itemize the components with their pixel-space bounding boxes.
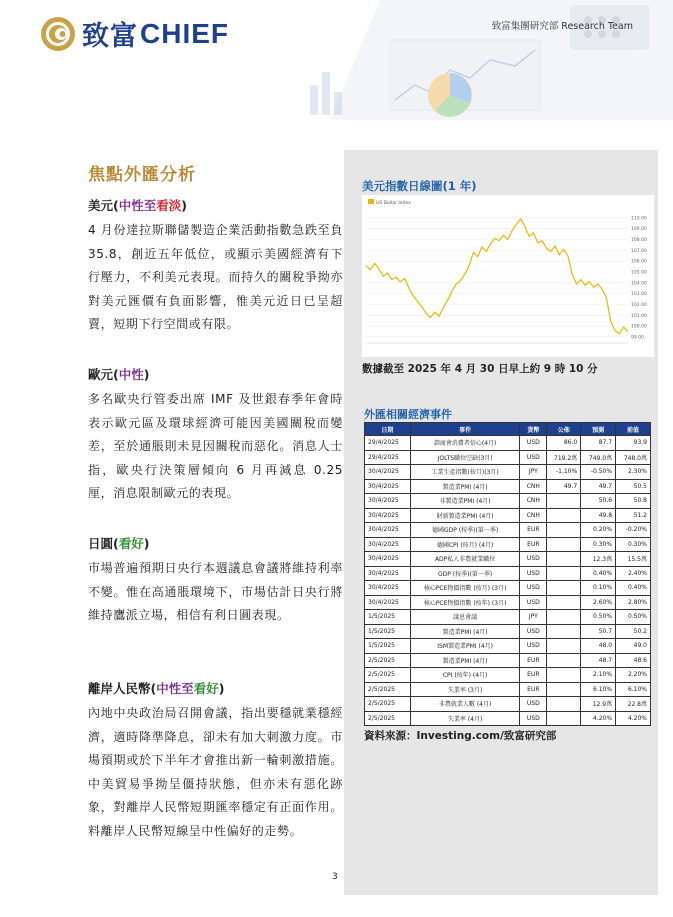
table-cell: 15.5萬 (616, 552, 651, 567)
col-header-currency: 貨幣 (520, 423, 547, 436)
chart-caption: 數據截至 2025 年 4 月 30 日早上約 9 時 10 分 (362, 363, 598, 375)
table-cell: 製造業PMI (4月) (410, 624, 520, 639)
table-cell: CNH (520, 494, 547, 509)
article-jpy (88, 534, 343, 628)
col-header-actual: 公佈 (547, 423, 581, 436)
y-tick-label: 105.00 (631, 270, 647, 276)
table-cell: USD (520, 697, 547, 712)
logo-text-chinese: 致富 (82, 21, 138, 52)
table-cell: -1.10% (547, 465, 581, 480)
view-bullish: 看好 (118, 536, 144, 551)
table-cell (547, 697, 581, 712)
dollar-index-chart-svg (362, 195, 654, 357)
table-cell: 2/5/2025 (365, 711, 411, 726)
table-cell: 50.8 (616, 494, 651, 509)
col-header-previous: 前值 (616, 423, 651, 436)
table-cell: 0.30% (581, 537, 616, 552)
y-tick-label: 110.00 (631, 216, 647, 222)
table-cell: 失業率 (4月) (410, 711, 520, 726)
source-note: 資料來源：Investing.com/致富研究部 (364, 730, 557, 742)
table-cell: JPY (520, 610, 547, 625)
table-cell: 議息會議 (410, 610, 520, 625)
table-cell (547, 610, 581, 625)
table-cell: 製造業PMI (4月) (410, 479, 520, 494)
table-cell: 6.10% (581, 682, 616, 697)
table-row (365, 711, 651, 726)
table-row (365, 624, 651, 639)
table-cell: 30/4/2025 (365, 508, 411, 523)
table-cell: 93.9 (616, 436, 651, 451)
article-cnh (88, 679, 343, 843)
table-cell: 核心PCE物價指數 (按年) (3月) (410, 595, 520, 610)
section-title: 焦點外匯分析 (88, 165, 196, 185)
col-header-forecast: 預測 (581, 423, 616, 436)
table-cell: 29/4/2025 (365, 450, 411, 465)
article-usd (88, 196, 343, 337)
table-cell: 49.7 (581, 479, 616, 494)
table-row (365, 465, 651, 480)
table-cell: USD (520, 552, 547, 567)
table-cell: 48.0 (581, 639, 616, 654)
table-row (365, 682, 651, 697)
y-tick-label: 102.00 (631, 303, 647, 308)
events-table-title: 外匯相關經濟事件 (364, 408, 452, 421)
right-panel (344, 150, 658, 895)
table-cell (547, 537, 581, 552)
table-cell: 748.0萬 (616, 450, 651, 465)
table-cell: USD (520, 711, 547, 726)
table-row (365, 552, 651, 567)
y-tick-label: 99.00 (631, 335, 644, 341)
table-cell: -0.50% (581, 465, 616, 480)
table-cell: 非農就業人數 (4月) (410, 697, 520, 712)
table-cell: 2.30% (616, 465, 651, 480)
article-heading: 離岸人民幣(中性至看好) (88, 681, 225, 696)
table-cell: GDP (按季)(第一季) (410, 566, 520, 581)
table-cell: 德國GDP (按季)(第一季) (410, 523, 520, 538)
y-tick-label: 100.00 (631, 324, 647, 330)
table-cell: 失業率 (3月) (410, 682, 520, 697)
table-cell: CPI (按年) (4月) (410, 668, 520, 683)
table-cell: 12.3萬 (581, 552, 616, 567)
table-cell: EUR (520, 537, 547, 552)
chief-logo-icon (40, 16, 76, 52)
table-cell: -0.20% (616, 523, 651, 538)
table-cell: 49.8 (581, 508, 616, 523)
table-cell: 核心PCE物價指數 (按月) (3月) (410, 581, 520, 596)
article-eur (88, 365, 343, 506)
table-cell: EUR (520, 523, 547, 538)
table-cell: 1/5/2025 (365, 624, 411, 639)
table-cell: 49.7 (547, 479, 581, 494)
table-row (365, 508, 651, 523)
article-body: 內地中央政治局召開會議，指出要穩就業穩經濟，適時降準降息，卻未有加大刺激力度。市場預期或於下半年才會推出新一輪刺激措施。中美貿易爭拗呈僵持狀態，但亦未有惡化跡象，對離岸人民幣短期匯率穩定有正面作用。料離岸人民幣短線呈中性偏好的走勢。 (88, 706, 343, 838)
table-cell: 22.8萬 (616, 697, 651, 712)
table-cell: 51.2 (616, 508, 651, 523)
table-cell: 30/4/2025 (365, 566, 411, 581)
table-cell: 749.0萬 (581, 450, 616, 465)
table-cell: CNH (520, 508, 547, 523)
table-row (365, 494, 651, 509)
table-cell: 製造業PMI (4月) (410, 653, 520, 668)
table-cell (547, 595, 581, 610)
table-row (365, 697, 651, 712)
table-cell (547, 711, 581, 726)
table-cell: 2/5/2025 (365, 653, 411, 668)
col-header-date: 日期 (365, 423, 411, 436)
table-cell: ADP私人非農就業職位 (410, 552, 520, 567)
table-cell: 30/4/2025 (365, 552, 411, 567)
table-row (365, 610, 651, 625)
table-cell: EUR (520, 653, 547, 668)
table-row (365, 436, 651, 451)
table-cell: EUR (520, 682, 547, 697)
table-cell: 30/4/2025 (365, 537, 411, 552)
legend-label: US Dollar Index (376, 201, 411, 206)
view-bullish: 看好 (193, 681, 219, 696)
table-row (365, 537, 651, 552)
table-cell: 86.0 (547, 436, 581, 451)
table-cell: 50.2 (616, 624, 651, 639)
chart-title: 美元指數日線圖(1 年) (362, 179, 477, 193)
y-tick-label: 107.00 (631, 248, 647, 254)
table-cell: USD (520, 450, 547, 465)
table-cell: 德國CPI (按月) (4月) (410, 537, 520, 552)
table-cell (547, 523, 581, 538)
table-cell: 719.2萬 (547, 450, 581, 465)
table-cell (547, 581, 581, 596)
table-cell: 12.9萬 (581, 697, 616, 712)
table-cell: USD (520, 595, 547, 610)
col-header-event: 事件 (410, 423, 520, 436)
table-row (365, 639, 651, 654)
article-body: 多名歐央行管委出席 IMF 及世銀春季年會時表示歐元區及環球經濟可能因美國關稅而變差，至於通脹則未見因關稅而惡化。消息人士指，歐央行決策層傾向 6 月再減息 0.25 厘，消息限制歐元的表現。 (88, 392, 343, 500)
table-cell: 1/5/2025 (365, 610, 411, 625)
y-tick-label: 101.00 (631, 313, 647, 319)
table-cell: 2/5/2025 (365, 682, 411, 697)
view-bearish: 看淡 (156, 198, 182, 213)
table-cell: 2.20% (616, 668, 651, 683)
page-number: 3 (332, 872, 338, 882)
table-cell: 0.50% (616, 610, 651, 625)
y-tick-label: 104.00 (631, 281, 647, 287)
table-cell: 財新製造業PMI (4月) (410, 508, 520, 523)
table-cell (547, 624, 581, 639)
table-row (365, 668, 651, 683)
table-cell: 30/4/2025 (365, 479, 411, 494)
table-cell: 30/4/2025 (365, 494, 411, 509)
table-cell: 30/4/2025 (365, 465, 411, 480)
table-cell: 1/5/2025 (365, 639, 411, 654)
table-cell: 0.40% (616, 581, 651, 596)
table-cell: 非製造業PMI (4月) (410, 494, 520, 509)
table-cell (547, 552, 581, 567)
article-heading: 歐元(中性) (88, 367, 150, 382)
table-cell: 50.7 (581, 624, 616, 639)
table-cell: CNH (520, 479, 547, 494)
table-cell: ISM製造業PMI (4月) (410, 639, 520, 654)
table-cell (547, 566, 581, 581)
table-cell: JOLTS職位空缺(3月) (410, 450, 520, 465)
view-neutral: 中性 (156, 681, 182, 696)
article-body: 市場普遍預期日央行本週議息會議將維持利率不變。惟在高通脹環境下，市場估計日央行將維持鷹派立場，相信有利日圓表現。 (88, 561, 343, 622)
table-cell: USD (520, 566, 547, 581)
table-cell (547, 639, 581, 654)
table-cell (547, 508, 581, 523)
y-tick-label: 103.00 (631, 292, 647, 298)
table-cell: 2.60% (581, 595, 616, 610)
y-tick-label: 108.00 (631, 238, 647, 243)
table-cell: 2/5/2025 (365, 668, 411, 683)
article-heading: 日圓(看好) (88, 536, 150, 551)
table-cell: EUR (520, 668, 547, 683)
table-row (365, 450, 651, 465)
table-cell: 0.30% (616, 537, 651, 552)
table-cell (547, 653, 581, 668)
table-cell: 6.10% (616, 682, 651, 697)
events-table (364, 422, 651, 726)
table-row (365, 523, 651, 538)
table-cell (547, 494, 581, 509)
table-cell: USD (520, 639, 547, 654)
research-team-label: 致富集團研究部 Research Team (491, 21, 633, 32)
view-neutral: 中性 (118, 367, 144, 382)
page-header (0, 0, 673, 120)
table-cell: 2.40% (616, 566, 651, 581)
y-tick-label: 109.00 (631, 227, 647, 233)
table-cell: USD (520, 436, 547, 451)
dollar-index-chart (362, 195, 654, 357)
view-neutral: 中性 (118, 198, 144, 213)
table-cell: 29/4/2025 (365, 436, 411, 451)
table-row (365, 653, 651, 668)
table-cell: 50.6 (581, 494, 616, 509)
table-cell (547, 668, 581, 683)
table-cell: 2/5/2025 (365, 697, 411, 712)
table-cell: 50.5 (616, 479, 651, 494)
table-cell: 48.7 (581, 653, 616, 668)
legend-swatch (368, 199, 374, 204)
table-cell: 工業生產指數(按月)(3月) (410, 465, 520, 480)
table-cell (547, 682, 581, 697)
table-cell: 0.40% (581, 566, 616, 581)
table-cell: 諮商會消費者信心(4月) (410, 436, 520, 451)
series-line-us-dollar-index (366, 219, 628, 334)
table-row (365, 566, 651, 581)
y-tick-label: 106.00 (631, 259, 647, 265)
table-cell: 48.6 (616, 653, 651, 668)
table-row (365, 479, 651, 494)
table-cell: USD (520, 624, 547, 639)
table-cell: 87.7 (581, 436, 616, 451)
table-cell: 2.10% (581, 668, 616, 683)
article-body: 4 月份達拉斯聯儲製造企業活動指數急跌至負 35.8，創近五年低位，或顯示美國經濟有下行壓力，不利美元表現。而持久的關稅爭拗亦對美元匯價有負面影響，惟美元近日已呈超賣，短期下行空間或有限。 (88, 223, 343, 331)
table-cell: 4.20% (616, 711, 651, 726)
table-row (365, 595, 651, 610)
table-cell: JPY (520, 465, 547, 480)
table-header-row (365, 423, 651, 436)
table-row (365, 581, 651, 596)
company-logo (40, 14, 229, 53)
table-cell: 30/4/2025 (365, 595, 411, 610)
table-cell: 30/4/2025 (365, 523, 411, 538)
table-cell: 2.80% (616, 595, 651, 610)
table-cell: 49.0 (616, 639, 651, 654)
table-cell: 30/4/2025 (365, 581, 411, 596)
table-cell: 4.20% (581, 711, 616, 726)
logo-text-english: CHIEF (140, 17, 229, 49)
table-cell: USD (520, 581, 547, 596)
table-cell: 0.10% (581, 581, 616, 596)
table-cell: 0.50% (581, 610, 616, 625)
table-cell: 0.20% (581, 523, 616, 538)
article-heading: 美元(中性至看淡) (88, 198, 187, 213)
